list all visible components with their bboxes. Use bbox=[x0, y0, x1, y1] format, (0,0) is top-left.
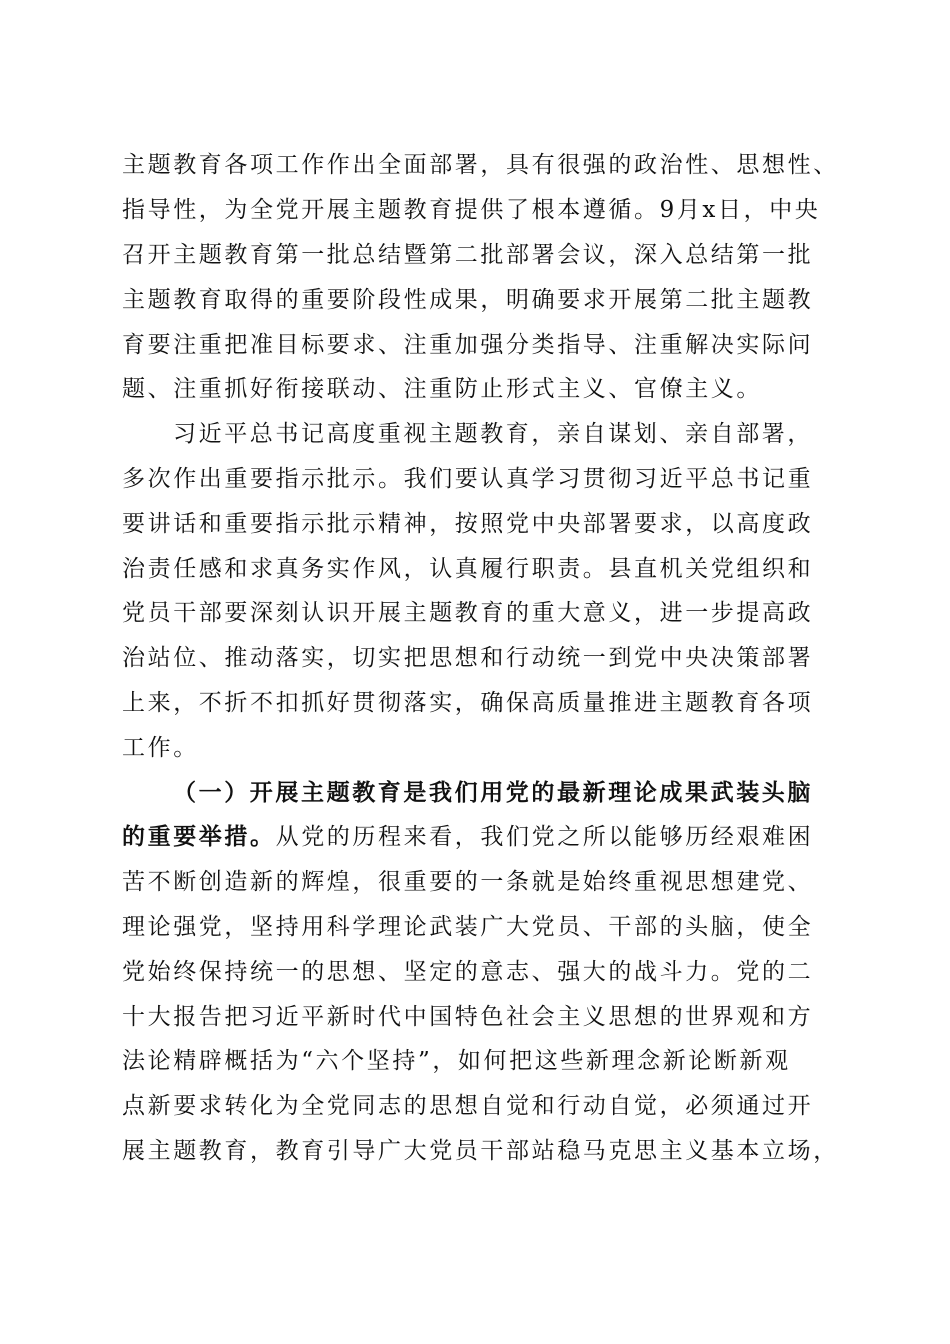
text-line: 理论强党，坚持用科学理论武装广大党员、干部的头脑，使全 bbox=[122, 914, 814, 940]
text-line: 要讲话和重要指示批示精神，按照党中央部署要求，以高度政 bbox=[122, 511, 814, 537]
text-line: 苦不断创造新的辉煌，很重要的一条就是始终重视思想建党、 bbox=[122, 869, 814, 895]
text-line: 主题教育取得的重要阶段性成果，明确要求开展第二批主题教 bbox=[122, 287, 814, 313]
paragraph-first-line: 习近平总书记高度重视主题教育，亲自谋划、亲自部署， bbox=[173, 421, 813, 447]
text-line: 展主题教育，教育引导广大党员干部站稳马克思主义基本立场， bbox=[122, 1138, 839, 1164]
paragraph-text: 从党的历程来看，我们党之所以能够历经艰难困 bbox=[275, 824, 814, 850]
text-line: 工作。 bbox=[122, 735, 199, 761]
text-line: 法论精辟概括为“六个坚持”，如何把这些新理念新论断新观 bbox=[122, 1048, 791, 1074]
text-line: 点新要求转化为全党同志的思想自觉和行动自觉，必须通过开 bbox=[122, 1093, 814, 1119]
section-heading-end: 的重要举措。 bbox=[122, 823, 276, 850]
text-line: 指导性，为全党开展主题教育提供了根本遵循。9月x日，中央 bbox=[122, 197, 821, 223]
text-line: 育要注重把准目标要求、注重加强分类指导、注重解决实际问 bbox=[122, 332, 814, 358]
text-line: 十大报告把习近平新时代中国特色社会主义思想的世界观和方 bbox=[122, 1004, 814, 1030]
text-line: 多次作出重要指示批示。我们要认真学习贯彻习近平总书记重 bbox=[122, 466, 814, 492]
text-line bbox=[122, 822, 813, 852]
text-line: 治责任感和求真务实作风，认真履行职责。县直机关党组织和 bbox=[122, 556, 814, 582]
text-line: 主题教育各项工作作出全面部署，具有很强的政治性、思想性、 bbox=[122, 152, 839, 178]
text-line: 题、注重抓好衔接联动、注重防止形式主义、官僚主义。 bbox=[122, 376, 762, 402]
text-line: 召开主题教育第一批总结暨第二批部署会议，深入总结第一批 bbox=[122, 242, 814, 268]
text-line: 治站位、推动落实，切实把思想和行动统一到党中央决策部署 bbox=[122, 645, 814, 671]
text-line: 上来，不折不扣抓好贯彻落实，确保高质量推进主题教育各项 bbox=[122, 690, 814, 716]
text-line: 党始终保持统一的思想、坚定的意志、强大的战斗力。党的二 bbox=[122, 959, 814, 985]
section-heading: （一）开展主题教育是我们用党的最新理论成果武装头脑 bbox=[173, 779, 813, 806]
text-line: 党员干部要深刻认识开展主题教育的重大意义，进一步提高政 bbox=[122, 600, 814, 626]
